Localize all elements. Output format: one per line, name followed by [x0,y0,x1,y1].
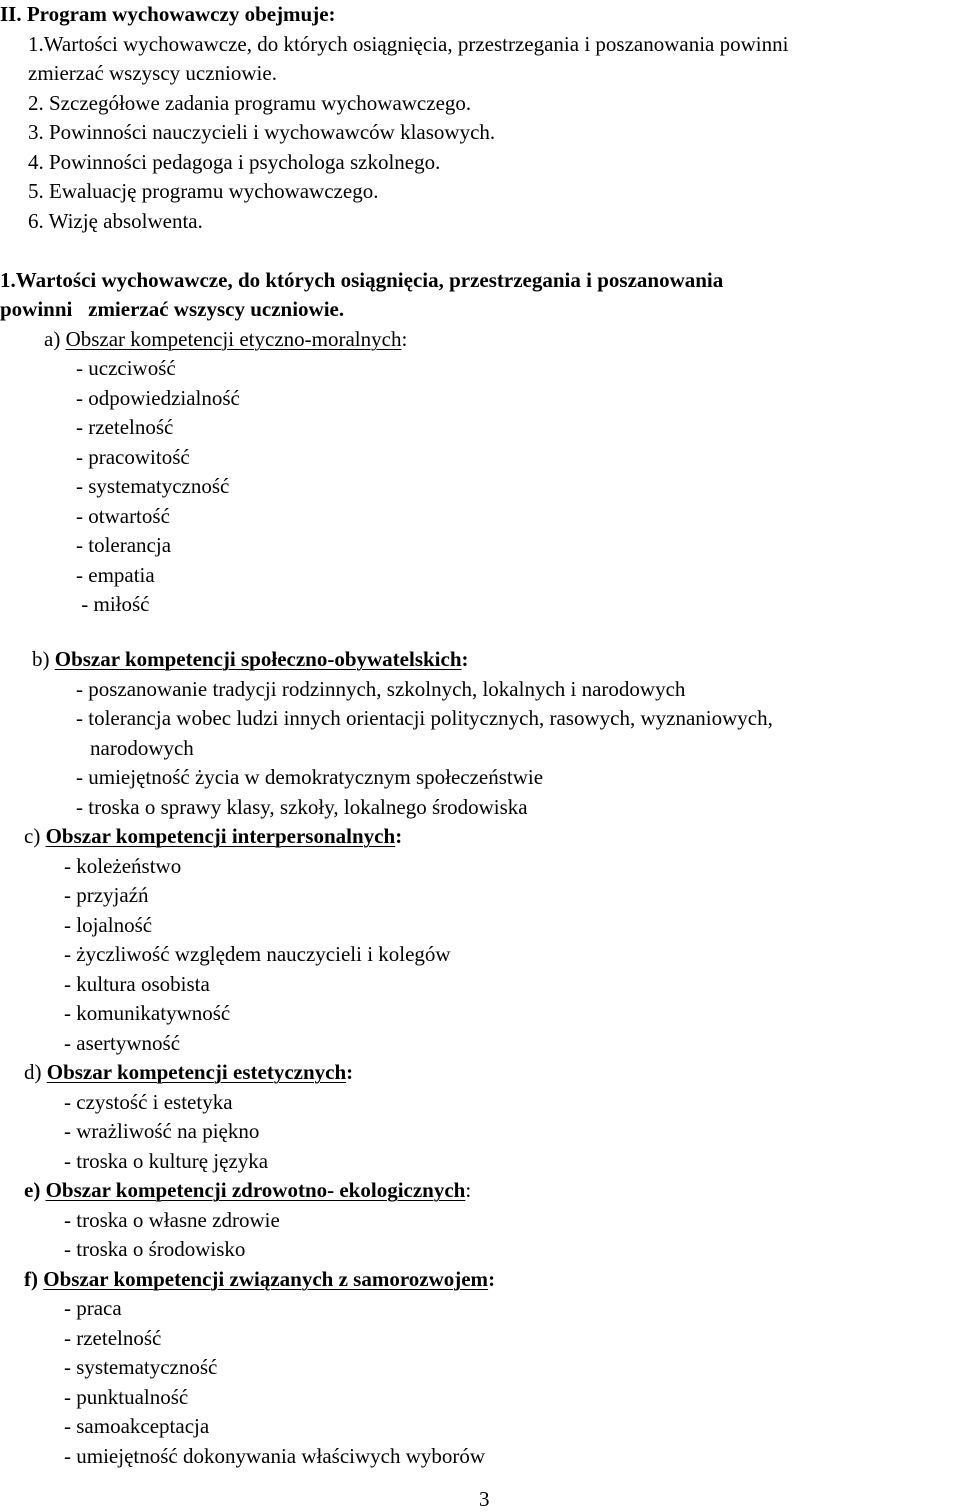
list-item: - umiejętność dokonywania właściwych wyborów [64,1443,486,1468]
area-letter: b) [32,647,50,671]
area-c-heading [24,822,402,852]
area-b-heading [32,645,469,675]
list-item: - czystość i estetyka [64,1089,233,1114]
area-title: Obszar kompetencji zdrowotno- ekologicznych [45,1178,466,1202]
area-f-heading [24,1265,495,1295]
area-title: Obszar kompetencji związanych z samorozwojem [43,1266,489,1291]
list-item: - systematyczność [76,474,230,498]
list-item: - przyjaźń [64,883,149,907]
list-item: - troska o środowisko [64,1237,246,1261]
intro-item-1-continued: zmierzać wszyscy uczniowie. [28,61,277,85]
list-item: - systematyczność [64,1355,218,1379]
area-letter: d) [24,1060,42,1084]
list-item: - empatia [76,562,155,587]
list-item: - uczciwość [76,356,176,380]
area-e-heading [24,1176,471,1206]
list-item: - troska o kulturę języka [64,1148,269,1173]
intro-item-4: 4. Powinności pedagoga i psychologa szkolnego. [28,149,441,174]
list-item: - odpowiedzialność [76,385,240,410]
intro-item-5: 5. Ewaluację programu wychowawczego. [28,179,379,203]
list-item: - komunikatywność [64,1001,231,1025]
list-item: - praca [64,1296,122,1320]
list-item: - życzliwość względem nauczycieli i kolegów [64,942,451,966]
area-letter: c) [24,824,41,848]
page-number: 3 [479,1487,490,1511]
list-item: - otwartość [76,503,170,528]
list-item: - samoakceptacja [64,1414,210,1438]
list-item: - rzetelność [76,415,174,439]
area-title: Obszar kompetencji estetycznych [46,1060,347,1084]
list-item: - lojalność [64,912,153,937]
area-title: Obszar kompetencji etyczno-moralnych [65,326,402,351]
list-item: - miłość [76,592,150,616]
section-1-heading: 1.Wartości wychowawcze, do których osiągnięcia, przestrzegania i poszanowania [0,267,724,292]
list-item: - rzetelność [64,1325,162,1350]
area-colon: : [401,326,408,351]
area-colon: : [346,1060,354,1084]
list-item-continued: narodowych [90,735,194,760]
area-letter: e) [24,1178,41,1202]
list-item: - pracowitość [76,444,190,469]
area-title: Obszar kompetencji interpersonalnych [45,824,396,848]
list-item: - troska o sprawy klasy, szkoły, lokalnego środowiska [76,794,528,819]
area-letter: f) [24,1266,38,1291]
list-item: - wrażliwość na piękno [64,1119,260,1143]
list-item: - kultura osobista [64,971,210,996]
list-item: - tolerancja [76,533,172,557]
list-item: - troska o własne zdrowie [64,1207,280,1232]
section-heading-program: II. Program wychowawczy obejmuje: [0,2,336,26]
intro-item-1: 1.Wartości wychowawcze, do których osiągnięcia, przestrzegania i poszanowania powinni [28,31,789,56]
area-d-heading [24,1058,353,1088]
intro-item-2: 2. Szczegółowe zadania programu wychowawczego. [28,90,472,115]
list-item: - punktualność [64,1384,189,1409]
area-title: Obszar kompetencji społeczno-obywatelskich [54,647,462,671]
area-letter: a) [44,326,61,351]
section-1-heading-continued: powinni zmierzać wszyscy uczniowie. [0,297,345,321]
list-item: - tolerancja wobec ludzi innych orientacji politycznych, rasowych, wyznaniowych, [76,706,773,730]
intro-item-6: 6. Wizję absolwenta. [28,208,203,233]
list-item: - koleżeństwo [64,853,182,878]
list-item: - poszanowanie tradycji rodzinnych, szkolnych, lokalnych i narodowych [76,676,686,701]
intro-item-3: 3. Powinności nauczycieli i wychowawców klasowych. [28,120,496,144]
list-item: - umiejętność życia w demokratycznym społeczeństwie [76,765,544,789]
area-colon: : [488,1266,496,1291]
area-colon: : [395,824,403,848]
area-a-heading [44,325,407,355]
list-item: - asertywność [64,1030,181,1055]
area-colon: : [461,647,469,671]
area-colon: : [465,1178,472,1202]
